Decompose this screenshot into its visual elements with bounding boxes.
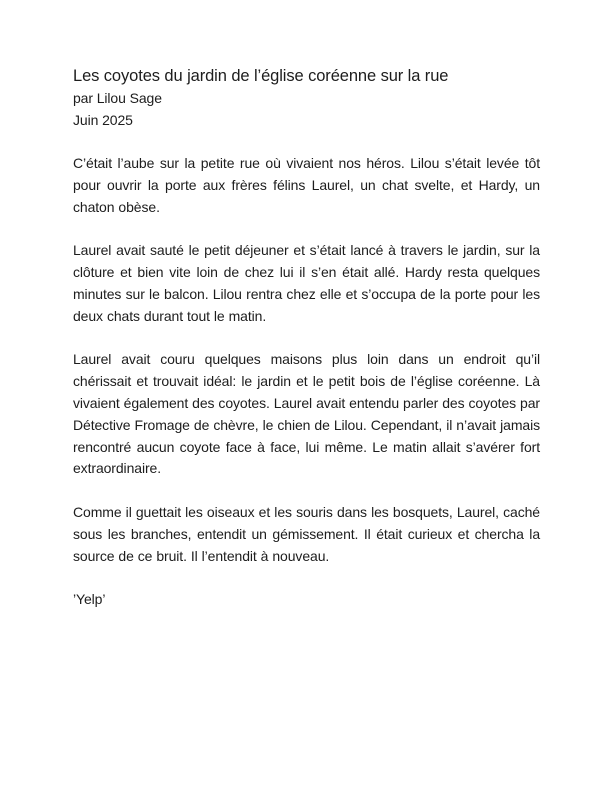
document-byline: par Lilou Sage (73, 89, 162, 106)
paragraph-2: Laurel avait sauté le petit déjeuner et s’était lancé à travers le jardin, sur la clôture et bien vite loin de chez lui il s’en était allé. Hardy resta quelques minutes sur le balcon. Lilou rentra chez elle et s’occupa de la porte pour les deux chats durant tout le matin. (73, 242, 540, 324)
paragraph-3: Laurel avait couru quelques maisons plus loin dans un endroit qu’il chérissait et trouvait idéal: le jardin et le petit bois de l’église coréenne. Là vivaient également des coyotes. Laurel avait entendu parler des coyotes par Détective Fromage de chèvre, le chien de Lilou. Cependant, il n’avait jamais rencontré aucun coyote face à face, lui même. Le matin allait s’avérer fort extraordinaire. (73, 351, 540, 477)
paragraph-1: C’était l’aube sur la petite rue où vivaient nos héros. Lilou s’était levée tôt pour ouvrir la porte aux frères félins Laurel, un chat svelte, et Hardy, un chaton obèse. (73, 155, 540, 215)
document-date: Juin 2025 (73, 111, 133, 128)
paragraph-4: Comme il guettait les oiseaux et les souris dans les bosquets, Laurel, caché sous les branches, entendit un gémissement. Il était curieux et chercha la source de ce bruit. Il l’entendit à nouveau. (73, 503, 540, 564)
document-title: Les coyotes du jardin de l’église coréenne sur la rue (73, 67, 449, 85)
paragraph-yelp: ’Yelp’ (73, 591, 106, 608)
